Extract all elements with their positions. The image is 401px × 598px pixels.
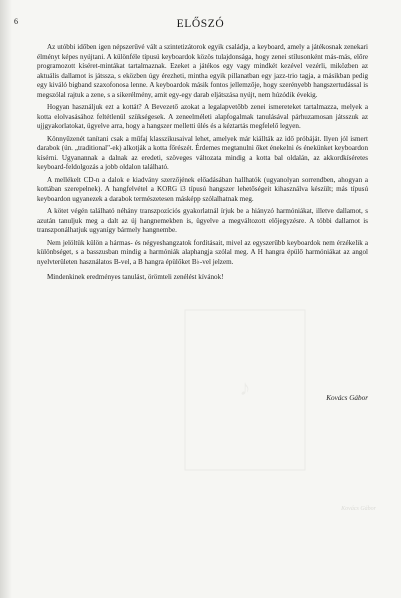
paragraph: Hogyan használjuk ezt a kottát? A Bevezető azokat a legalapvetőbb zenei ismereteket tartalmazza, melyek a kotta elolvasásához feltétlenül szükségesek. A zeneelméleti alapfogalmak tanulásával párhuzamosan játsszuk az ujjgyakorlatokat, ügyelve arra, hogy a hangszer melletti ülés és a kéztartás megfelelő legyen. <box>37 103 368 130</box>
paragraph: Könnyűzenét tanítani csak a műfaj klasszikusaival lehet, amelyek már kiállták az idő próbáját. Ilyen jól ismert darabok (ún. „traditional"-ek) alkotják a kotta főrészét. Érdemes megtanulni őket énekelni és énekünket keyboardon kísérni. Ugyanannak a dalnak az eredeti, szöveges változata mindig a kotta bal oldalán, az akkordkíséretes keyboard-feldolgozás a jobb oldalon található. <box>37 134 368 171</box>
author-signature: Kovács Gábor <box>326 394 368 402</box>
svg-text:♪: ♪ <box>239 375 251 400</box>
watermark-graphic <box>175 300 315 480</box>
watermark-text: Kovács Gábor <box>341 506 376 512</box>
paragraph: Nem jelöltük külön a hármas- és négyeshangzatok fordításait, mivel az egyszerűbb keyboardok nem érzékelik a különbséget, s a basszusban mindig a harmóniák alaphangja szólal meg. A H hangra épülő harmóniákat az angol nyelvterületen használatos B-vel, a B hangra épülőket B♭-vel jelzem. <box>37 238 368 266</box>
paragraph: Az utóbbi időben igen népszerűvé vált a szintetizátorok egyik családja, a keyboard, amely a játékosnak zenekari élményt képes nyújtani. A különféle típusú keyboardok közös tulajdonsága, hogy zenei stílusonként más-más, előre programozott kíséret-mintákat tartalmaznak. Ezeket a játékos egy vagy mindkét kezével vezérli, miközben az aktuális dallamot is játssza, s eközben úgy érezheti, mintha egyik pillanatban egy jazz-trio tagja, a másikban pedig egy kiváló bigband szaxofonosa lenne. A keyboardok másik fontos jellemzője, hogy szerényebb hangszertudással is megszólal rajtuk a zene, s a sikerélmény, amit egy-egy darab eljátszása nyújt, nem húzódik évekig. <box>37 43 368 99</box>
paragraph: A mellékelt CD-n a dalok e kiadvány szerzőjének előadásában hallhatók (ugyanolyan sorrendben, ahogyan a kottában szerepelnek). A hangfelvétel a KORG i3 típusú hangszer lehetőségeit kihasználva készült; más típusú keyboardon ugyanezek a darabok természetesen másképp szólalhatnak meg. <box>37 175 368 203</box>
paragraph: A kötet végén található néhány transzpozíciós gyakorlatnál írjuk be a hiányzó harmóniákat, illetve dallamot, s azután tanuljuk meg a dalt az új hangnemekben is, ügyelve a megváltozott előjegyzésre. A többi dallamot is transzponálhatjuk ugyanígy bármely hangnembe. <box>37 207 368 234</box>
preface-body <box>37 43 368 286</box>
page-title: ELŐSZÓ <box>176 18 225 30</box>
closing-line: Mindenkinek eredményes tanulást, örömteli zenélést kívánok! <box>47 273 224 281</box>
page-gutter-shadow <box>0 0 12 598</box>
page-number: 6 <box>14 17 18 26</box>
